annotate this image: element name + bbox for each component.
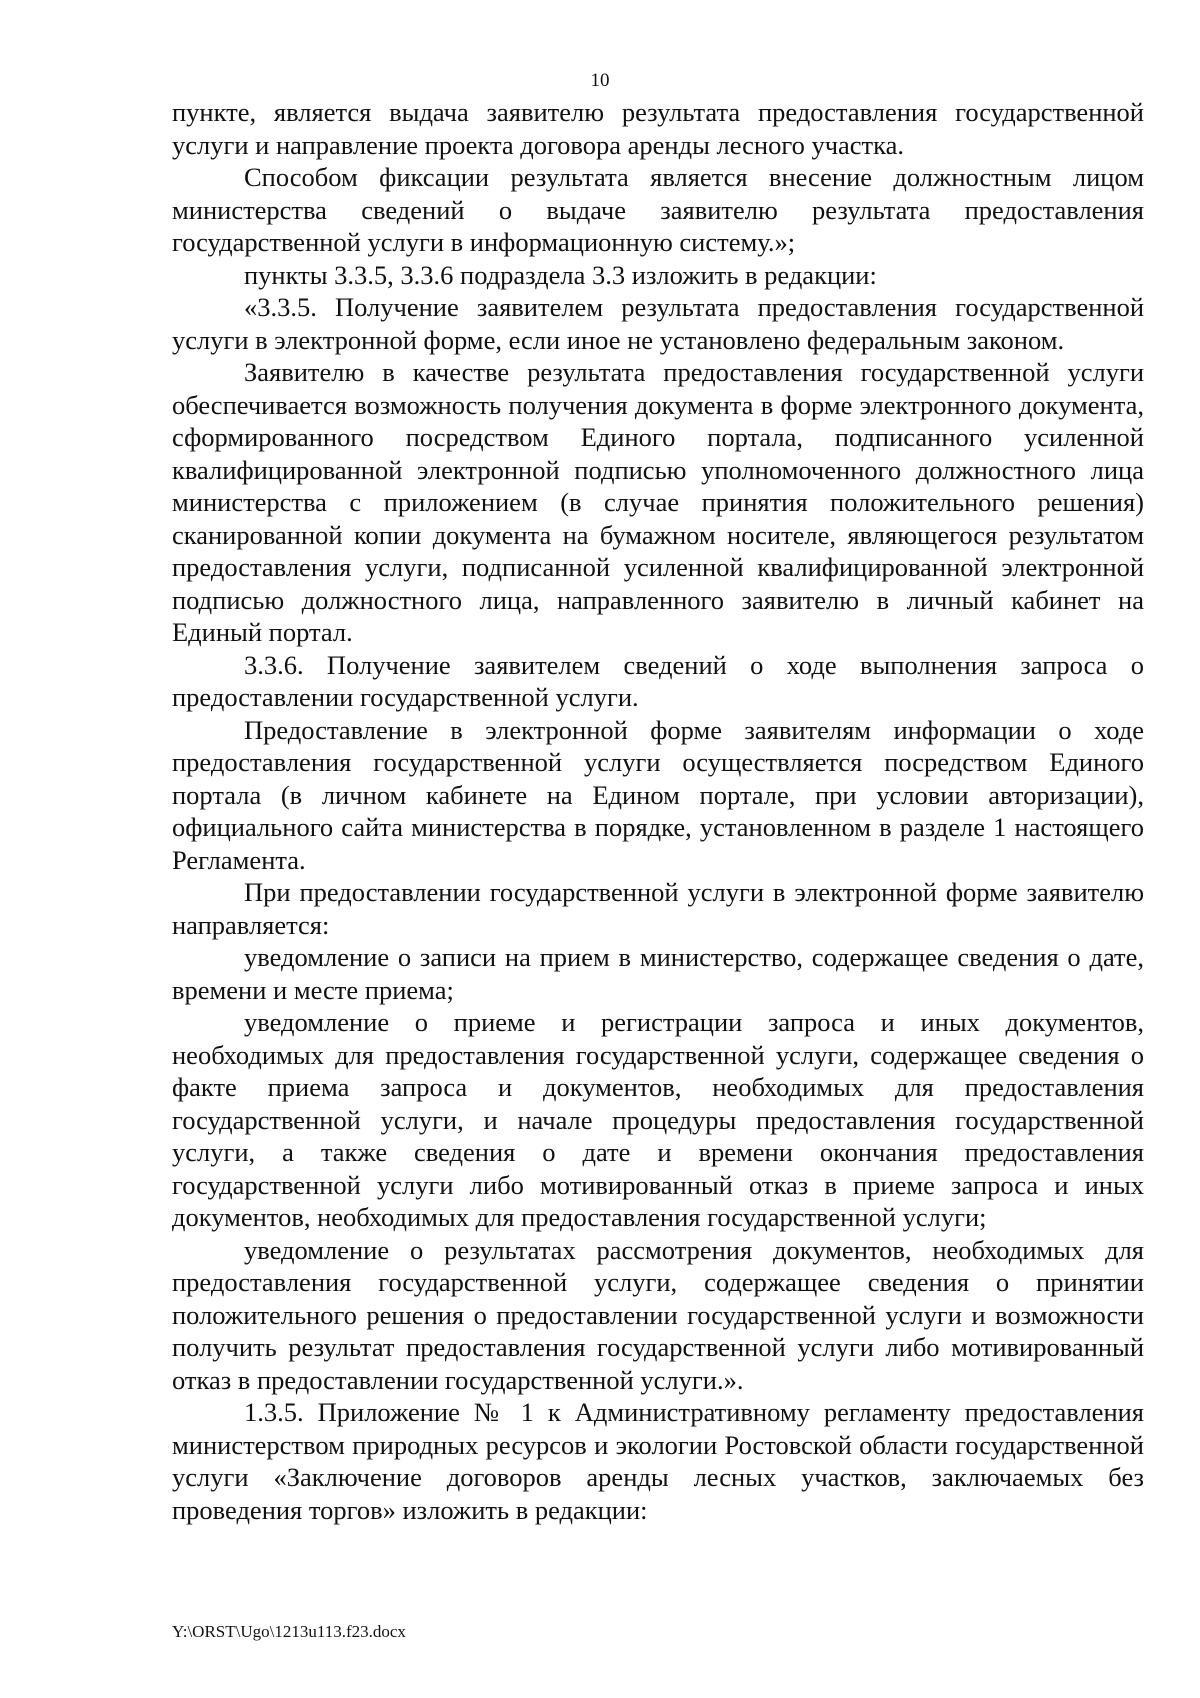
paragraph: уведомление о записи на прием в министерство, содержащее сведения о дате, времени и месте приема; [172,942,1144,1005]
paragraph: пункты 3.3.5, 3.3.6 подраздела 3.3 изложить в редакции: [244,259,877,290]
paragraph: пункте, является выдача заявителю результата предоставления государственной услуги и направление проекта договора аренды лесного участка. [172,97,1144,160]
paragraph: 3.3.6. Получение заявителем сведений о ходе выполнения запроса о предоставлении государственной услуги. [172,649,1144,712]
paragraph: Способом фиксации результата является внесение должностным лицом министерства сведений о выдаче заявителю результата предоставления государственной услуги в информационную систему.»; [172,162,1144,257]
page-number: 10 [590,70,610,91]
paragraph: Заявителю в качестве результата предоставления государственной услуги обеспечивается возможность получения документа в форме электронного документа, сформированного посредством Единого портала, подписанного усиленной квалифицированной электронной подписью уполномоченного должностного лица министерства с приложением (в случае принятия положительного решения) сканированной копии документа на бумажном носителе, являющегося результатом предоставления услуги, подписанной усиленной квалифицированной электронной подписью должностного лица, направленного заявителю в личный кабинет на Единый портал. [172,357,1144,647]
paragraph: уведомление о результатах рассмотрения документов, необходимых для предоставления государственной услуги, содержащее сведения о принятии положительного решения о предоставлении государственной услуги и возможности получить результат предоставления государственной услуги либо мотивированный отказ в предоставлении государственной услуги.». [172,1234,1144,1395]
paragraph: При предоставлении государственной услуги в электронной форме заявителю направляется: [172,877,1144,940]
document-body [172,96,1144,1526]
footer-file-path: Y:\ORST\Ugo\1213u113.f23.docx [172,1622,406,1641]
paragraph: уведомление о приеме и регистрации запроса и иных документов, необходимых для предоставления государственной услуги, содержащее сведения о факте приема запроса и документов, необходимых для предоставления государственной услуги, и начале процедуры предоставления государственной услуги, а также сведения о дате и времени окончания предоставления государственной услуги либо мотивированный отказ в приеме запроса и иных документов, необходимых для предоставления государственной услуги; [172,1007,1144,1232]
paragraph: 1.3.5. Приложение № 1 к Административному регламенту предоставления министерством природных ресурсов и экологии Ростовской области государственной услуги «Заключение договоров аренды лесных участков, заключаемых без проведения торгов» изложить в редакции: [172,1397,1144,1525]
paragraph: «3.3.5. Получение заявителем результата предоставления государственной услуги в электронной форме, если иное не установлено федеральным законом. [172,292,1144,355]
paragraph: Предоставление в электронной форме заявителям информации о ходе предоставления государственной услуги осуществляется посредством Единого портала (в личном кабинете на Едином портале, при условии авторизации), официального сайта министерства в порядке, установленном в разделе 1 настоящего Регламента. [172,714,1144,875]
